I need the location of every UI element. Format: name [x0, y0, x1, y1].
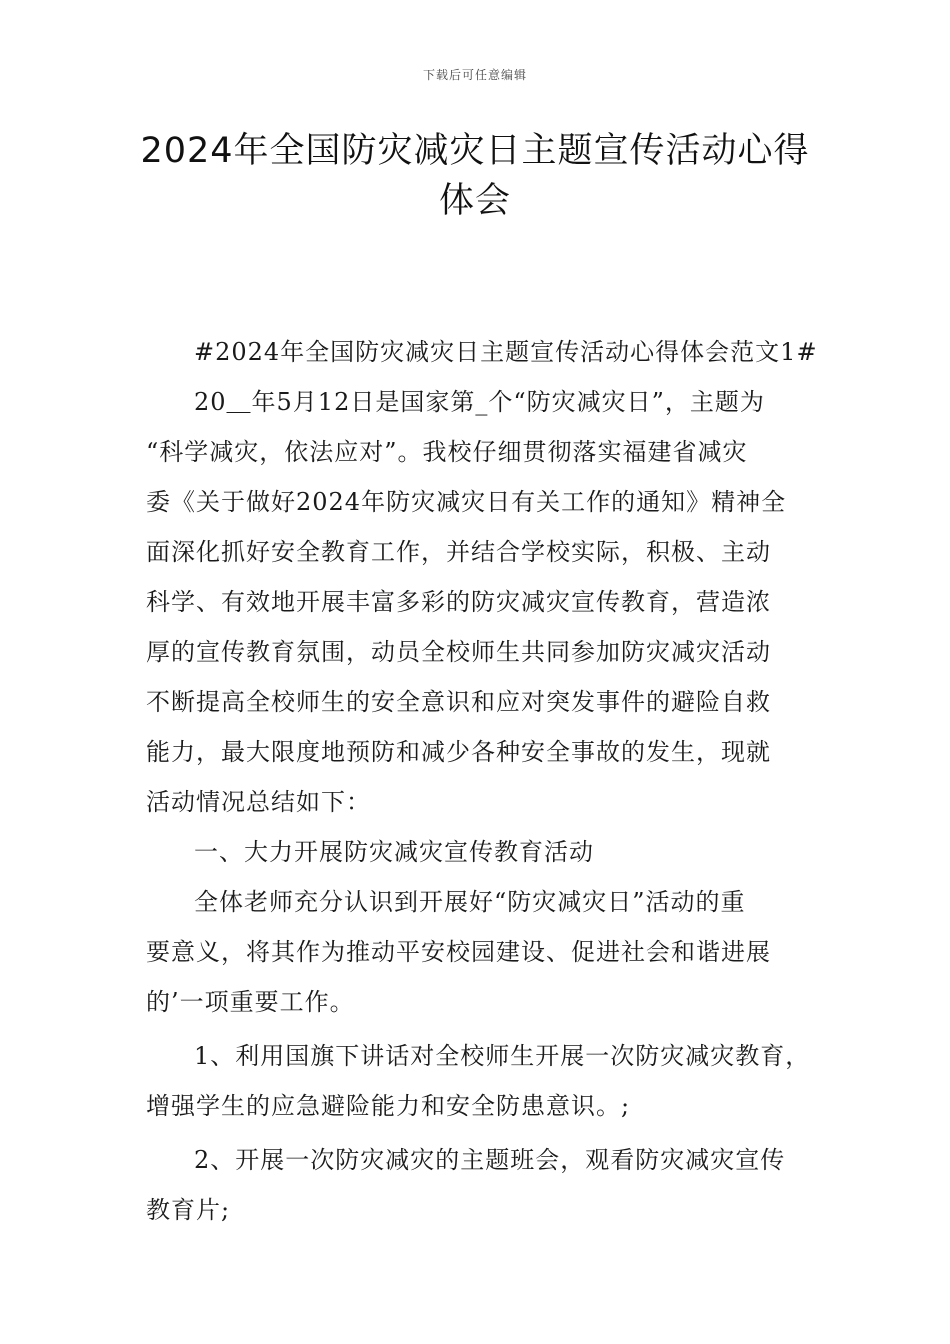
text-line: “科学减灾，依法应对”。我校仔细贯彻落实福建省减灾 [146, 438, 748, 466]
paragraph-significance [146, 877, 832, 1027]
text-line: 不断提高全校师生的安全意识和应对突发事件的避险自救 [146, 688, 771, 716]
text-line: 委《关于做好2024年防灾减灾日有关工作的通知》精神全 [146, 488, 787, 516]
title-line-2: 体会 [438, 181, 511, 221]
section-heading-1 [146, 827, 832, 877]
section-marker-text: #2024年全国防灾减灾日主题宣传活动心得体会范文1# [194, 338, 818, 366]
document-title [120, 126, 830, 226]
list-item-2 [146, 1135, 832, 1235]
section-heading-text: 一、大力开展防灾减灾宣传教育活动 [194, 838, 594, 866]
document-body [146, 327, 832, 1235]
text-line: 面深化抓好安全教育工作，并结合学校实际，积极、主动 [146, 538, 771, 566]
text-line: 的’一项重要工作。 [146, 988, 355, 1016]
page-header-note: 下载后可任意编辑 [422, 68, 527, 82]
text-line: 能力，最大限度地预防和减少各种安全事故的发生，现就 [146, 738, 771, 766]
text-line: 科学、有效地开展丰富多彩的防灾减灾宣传教育，营造浓 [146, 588, 771, 616]
text-line: 要意义，将其作为推动平安校园建设、促进社会和谐进展 [146, 938, 771, 966]
title-line-1: 2024年全国防灾减灾日主题宣传活动心得 [140, 131, 810, 171]
paragraph-intro [146, 377, 832, 827]
text-line: 2、开展一次防灾减灾的主题班会，观看防灾减灾宣传 [194, 1146, 786, 1174]
text-line: 20＿年5月12日是国家第_个“防灾减灾日”，主题为 [194, 388, 765, 416]
text-line: 活动情况总结如下： [146, 788, 371, 816]
text-line: 增强学生的应急避险能力和安全防患意识。; [146, 1092, 631, 1120]
text-line: 全体老师充分认识到开展好“防灾减灾日”活动的重 [194, 888, 746, 916]
text-line: 厚的宣传教育氛围，动员全校师生共同参加防灾减灾活动 [146, 638, 771, 666]
text-line: 1、利用国旗下讲话对全校师生开展一次防灾减灾教育， [194, 1042, 811, 1070]
list-item-1 [146, 1031, 832, 1131]
text-line: 教育片; [146, 1196, 231, 1224]
section-marker-heading [146, 327, 832, 377]
